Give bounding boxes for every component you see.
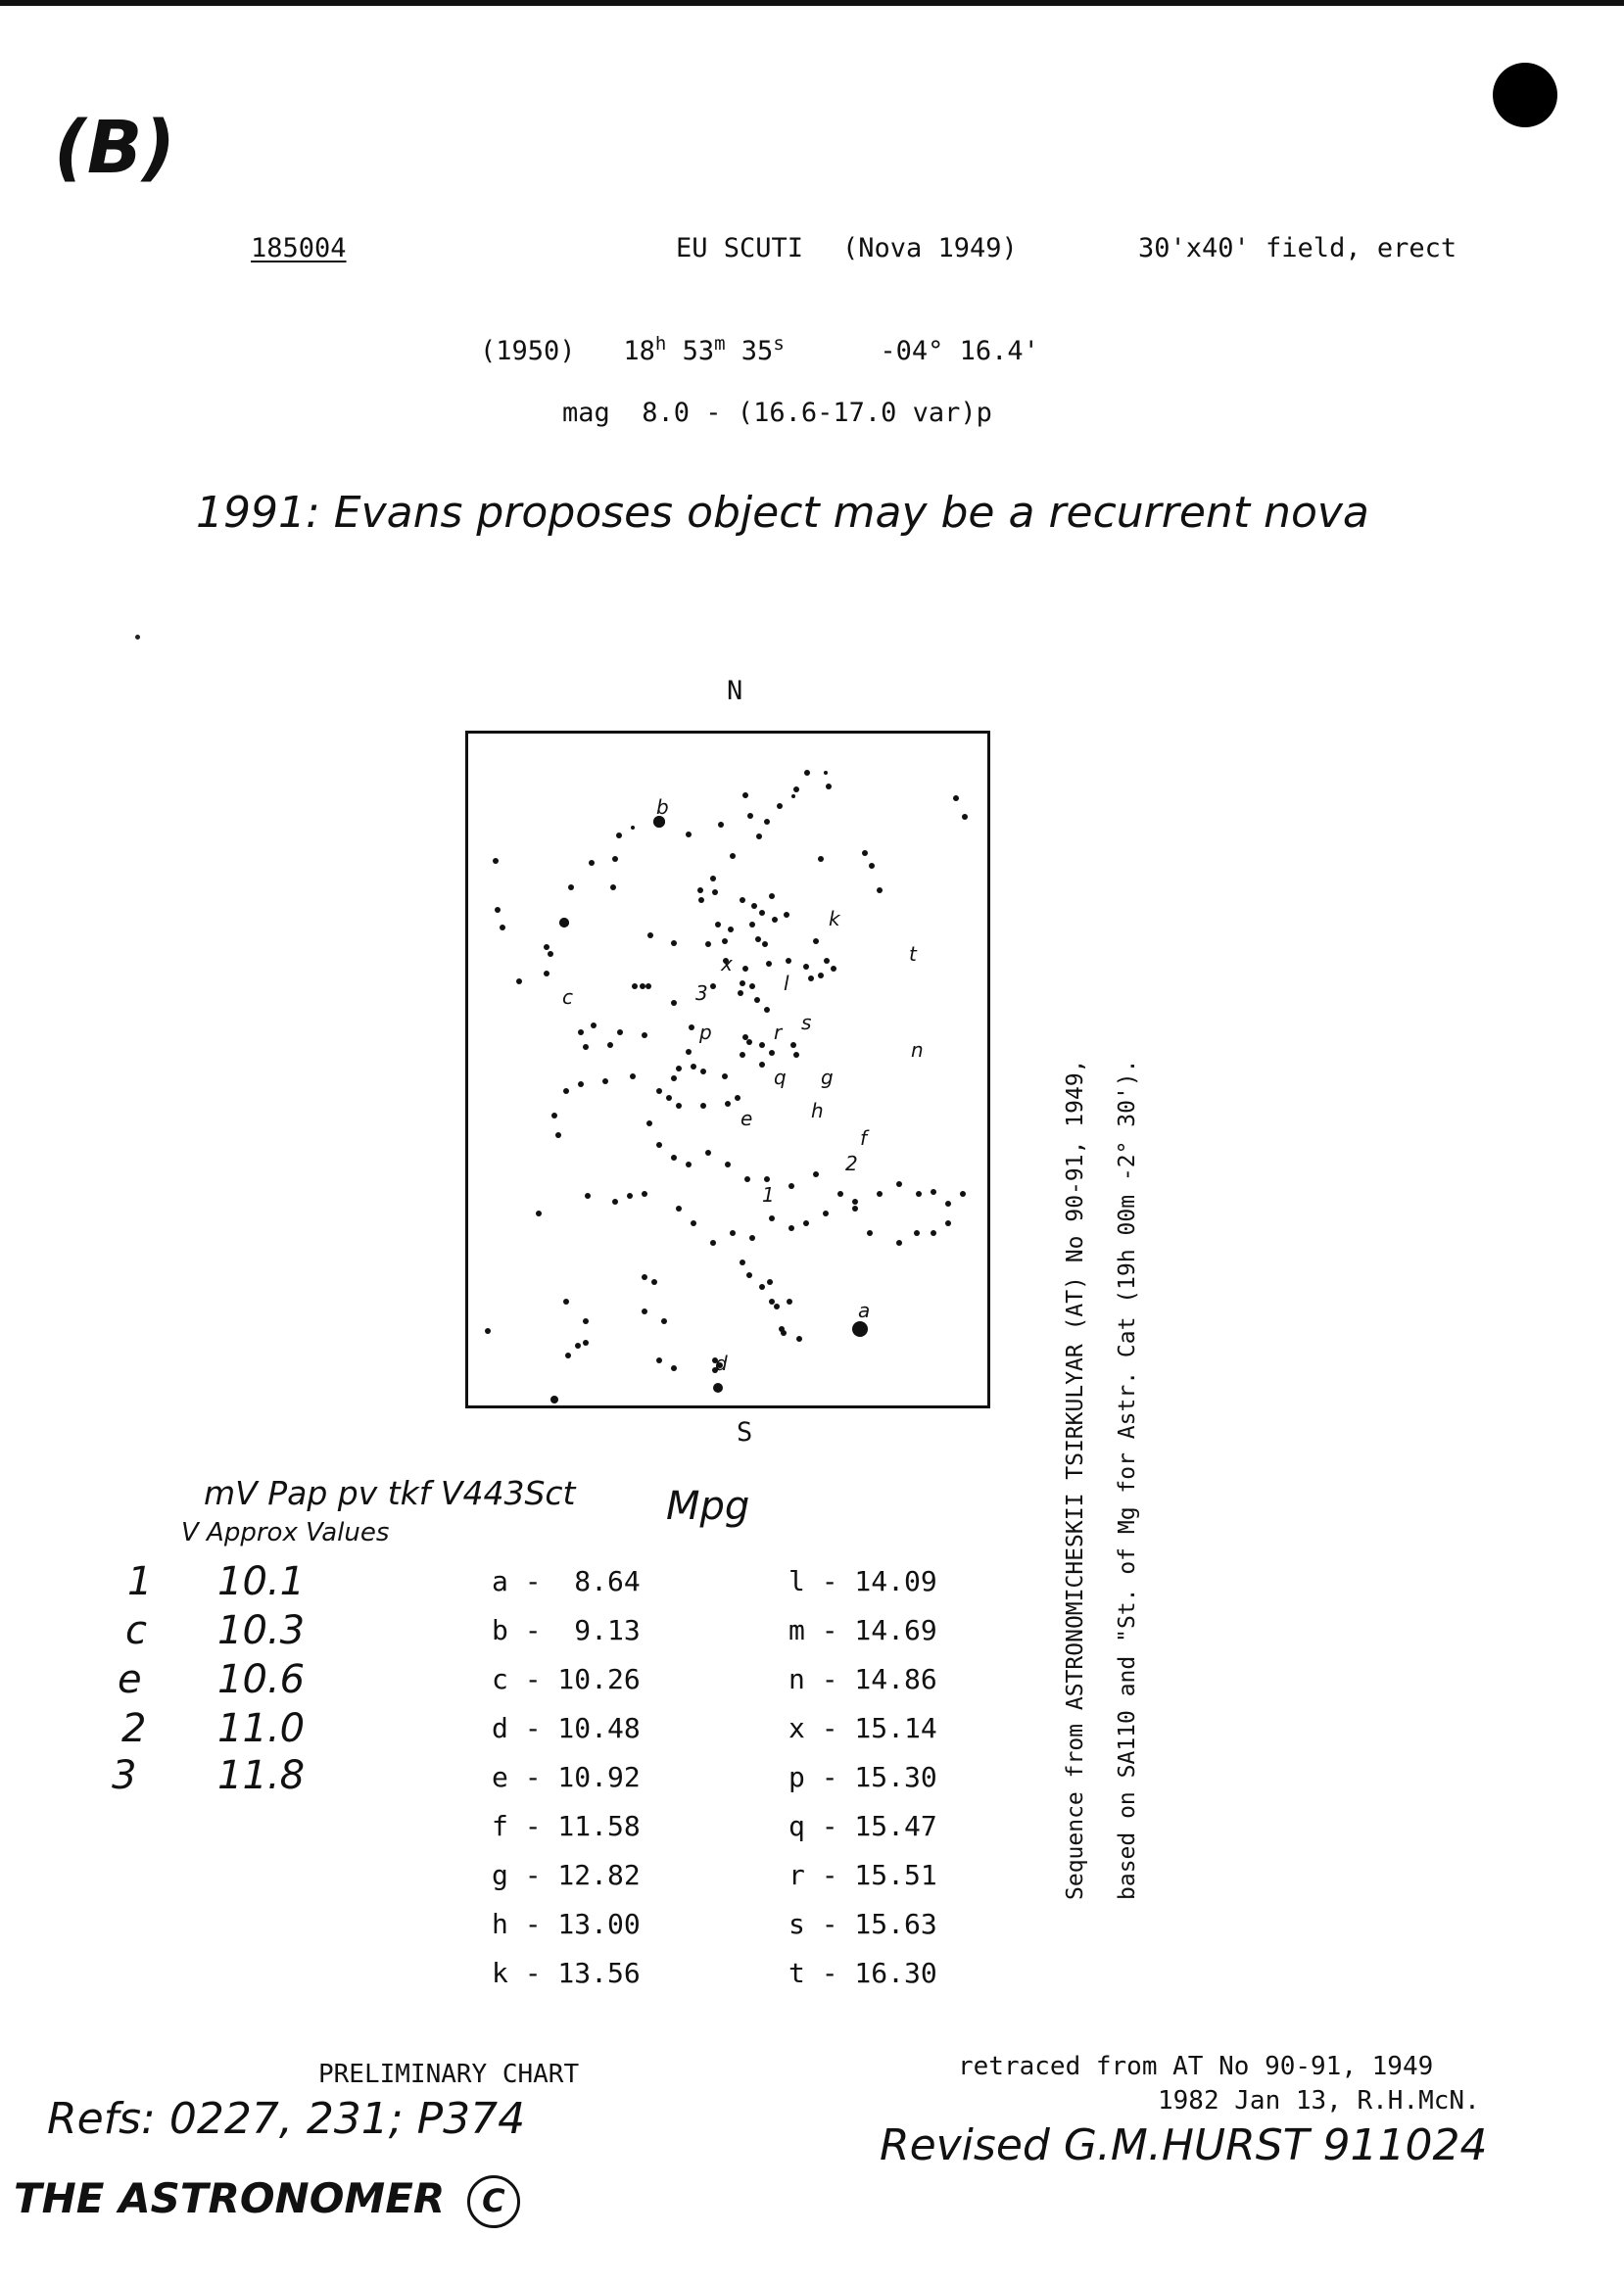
- star-dot: [793, 786, 799, 792]
- comparison-star-value: 11.0: [217, 1706, 306, 1751]
- star-dot: [813, 1171, 819, 1177]
- star-dot: [837, 1191, 843, 1197]
- star-dot: [647, 932, 653, 938]
- star-dot: [931, 1230, 936, 1236]
- copyright-mark: C: [467, 2175, 520, 2228]
- star-dot: [575, 1343, 581, 1349]
- star-dot: [788, 1225, 794, 1231]
- sequence-entry: x - 15.14: [788, 1712, 937, 1744]
- star-dot: [559, 918, 569, 927]
- sequence-entry: h - 13.00: [492, 1908, 641, 1940]
- star-dot: [583, 1340, 589, 1346]
- comparison-subheader: V Approx Values: [181, 1518, 390, 1547]
- star-dot: [713, 1383, 723, 1393]
- star-dot: [550, 1396, 558, 1403]
- comparison-star-value: 10.3: [217, 1608, 306, 1653]
- star-dot: [762, 941, 768, 947]
- star-label-d: d: [715, 1352, 728, 1375]
- star-dot: [661, 1318, 667, 1324]
- publication-name: [14, 2174, 520, 2228]
- star-dot: [645, 983, 651, 989]
- star-dot: [485, 1328, 491, 1334]
- star-dot: [516, 978, 522, 984]
- star-dot: [867, 1230, 873, 1236]
- star-dot: [710, 1240, 716, 1246]
- star-dot: [862, 850, 868, 856]
- sequence-entry: c - 10.26: [492, 1663, 641, 1695]
- star-label-f: f: [860, 1126, 868, 1150]
- star-dot: [962, 814, 968, 820]
- star-dot: [813, 938, 819, 944]
- star-dot: [728, 927, 734, 932]
- star-dot: [742, 966, 748, 972]
- star-label-p: p: [699, 1021, 712, 1044]
- star-dot: [730, 1230, 736, 1236]
- star-dot: [742, 792, 748, 798]
- star-dot: [824, 958, 830, 964]
- star-dot: [585, 1193, 591, 1199]
- star-dot: [642, 1191, 647, 1197]
- star-dot: [759, 1062, 765, 1068]
- star-dot: [746, 1272, 752, 1278]
- star-dot: [804, 770, 810, 776]
- sequence-entry: n - 14.86: [788, 1663, 937, 1695]
- star-dot: [627, 1193, 633, 1199]
- sequence-entry: m - 14.69: [788, 1614, 937, 1646]
- star-dot: [786, 958, 791, 964]
- star-label-e: e: [740, 1107, 753, 1130]
- star-dot: [877, 1191, 883, 1197]
- star-dot: [759, 910, 765, 916]
- star-dot: [730, 853, 736, 859]
- date-and-initials: 1982 Jan 13, R.H.McN.: [1158, 2086, 1480, 2116]
- star-dot: [791, 794, 795, 798]
- star-dot: [610, 884, 616, 890]
- star-dot: [563, 1299, 569, 1305]
- sequence-entry: s - 15.63: [788, 1908, 937, 1940]
- star-dot: [616, 832, 622, 838]
- star-dot: [651, 1279, 657, 1285]
- comparison-star-value: 10.6: [217, 1657, 306, 1702]
- star-dot: [656, 1088, 662, 1094]
- star-dot: [740, 1052, 745, 1058]
- star-dot: [960, 1191, 966, 1197]
- comparison-header: mV Pap pv tkf V443Sct: [204, 1474, 576, 1512]
- sequence-entry: a - 8.64: [492, 1565, 641, 1597]
- star-dot: [500, 925, 505, 930]
- nova-year: (Nova 1949): [842, 233, 1018, 263]
- star-dot: [568, 884, 574, 890]
- star-dot: [755, 936, 761, 942]
- star-dot: [769, 1215, 775, 1221]
- star-dot: [676, 1103, 682, 1109]
- star-dot: [759, 1042, 765, 1048]
- star-dot: [612, 856, 618, 862]
- star-dot: [676, 1066, 682, 1071]
- star-dot: [630, 1073, 636, 1079]
- field-size: 30'x40' field, erect: [1138, 233, 1457, 263]
- star-dot: [826, 784, 832, 789]
- star-dot: [896, 1181, 902, 1187]
- star-dot: [945, 1201, 951, 1207]
- star-dot: [796, 1336, 802, 1342]
- star-dot: [818, 856, 824, 862]
- star-dot: [583, 1044, 589, 1050]
- star-dot: [563, 1088, 569, 1094]
- south-label: S: [737, 1417, 753, 1448]
- star-dot: [744, 1176, 750, 1182]
- star-label-3: 3: [695, 981, 708, 1005]
- references: Refs: 0227, 231; P374: [47, 2094, 526, 2144]
- stray-mark: [135, 635, 140, 640]
- star-dot: [565, 1353, 571, 1358]
- star-dot: [715, 922, 721, 927]
- star-label-k: k: [829, 907, 840, 930]
- star-dot: [578, 1081, 584, 1087]
- star-field: [468, 734, 987, 1405]
- sequence-entry: l - 14.09: [788, 1565, 937, 1597]
- star-dot: [788, 1183, 794, 1189]
- star-dot: [747, 813, 753, 819]
- star-dot: [676, 1206, 682, 1212]
- star-dot: [602, 1078, 608, 1084]
- star-dot: [852, 1206, 858, 1212]
- star-dot: [656, 1142, 662, 1148]
- star-dot: [790, 1042, 796, 1048]
- comparison-star-id: 3: [112, 1753, 137, 1798]
- star-label-t: t: [909, 942, 917, 966]
- star-dot: [751, 903, 757, 909]
- star-label-x: x: [721, 952, 733, 975]
- star-dot: [607, 1042, 613, 1048]
- star-dot: [671, 1365, 677, 1371]
- star-dot: [749, 983, 755, 989]
- sequence-entry: q - 15.47: [788, 1810, 937, 1842]
- star-dot: [705, 941, 711, 947]
- star-dot: [617, 1029, 623, 1035]
- star-dot: [689, 1024, 694, 1030]
- star-dot: [589, 860, 595, 866]
- sequence-entry: g - 12.82: [492, 1859, 641, 1891]
- star-dot: [945, 1220, 951, 1226]
- north-label: N: [727, 676, 743, 706]
- star-dot: [953, 795, 959, 801]
- star-dot: [642, 1274, 647, 1280]
- magnitude-range: mag 8.0 - (16.6-17.0 var)p: [562, 398, 992, 428]
- star-dot: [781, 1330, 787, 1336]
- star-dot: [493, 858, 499, 864]
- star-dot: [686, 1162, 692, 1167]
- star-dot: [784, 912, 789, 918]
- star-dot: [818, 973, 824, 978]
- preliminary-chart: PRELIMINARY CHART: [318, 2060, 580, 2089]
- star-dot: [631, 826, 635, 830]
- star-dot: [632, 983, 638, 989]
- star-dot: [691, 1220, 696, 1226]
- star-dot: [671, 940, 677, 946]
- declination: -04° 16.4': [880, 336, 1039, 366]
- star-dot: [671, 1000, 677, 1006]
- sequence-entry: r - 15.51: [788, 1859, 937, 1891]
- star-dot: [612, 1199, 618, 1205]
- star-dot: [578, 1029, 584, 1035]
- star-dot: [555, 1132, 561, 1138]
- star-dot: [671, 1075, 677, 1081]
- star-dot: [495, 907, 501, 913]
- star-dot: [700, 1069, 706, 1074]
- star-dot: [642, 1308, 647, 1314]
- star-dot: [793, 1052, 799, 1058]
- publication-title: THE ASTRONOMER: [14, 2174, 446, 2222]
- star-dot: [823, 1211, 829, 1216]
- star-dot: [691, 1064, 696, 1070]
- star-dot: [774, 1304, 780, 1309]
- comparison-star-value: 11.8: [217, 1753, 306, 1798]
- star-label-r: r: [774, 1021, 783, 1044]
- star-dot: [767, 1279, 773, 1285]
- star-dot: [735, 1095, 740, 1101]
- star-dot: [808, 975, 814, 981]
- sequence-entry: p - 15.30: [788, 1761, 937, 1793]
- star-dot: [646, 1120, 652, 1126]
- star-dot: [551, 1113, 557, 1118]
- sequence-entry: e - 10.92: [492, 1761, 641, 1793]
- comparison-star-id: e: [118, 1657, 142, 1702]
- star-dot: [803, 1220, 809, 1226]
- star-dot: [591, 1023, 597, 1028]
- star-dot: [772, 917, 778, 923]
- sequence-entry: t - 16.30: [788, 1957, 937, 1989]
- star-label-g: g: [821, 1066, 834, 1089]
- star-dot: [831, 966, 836, 972]
- star-name: EU SCUTI: [676, 233, 804, 263]
- star-dot: [769, 1299, 775, 1305]
- star-dot: [710, 983, 716, 989]
- star-dot: [544, 944, 549, 950]
- star-dot: [536, 1211, 542, 1216]
- star-label-2: 2: [845, 1152, 858, 1175]
- retraced-note: retraced from AT No 90-91, 1949: [958, 2052, 1434, 2081]
- star-label-c: c: [562, 985, 573, 1009]
- star-dot: [722, 1073, 728, 1079]
- star-dot: [712, 889, 718, 895]
- star-dot: [740, 980, 745, 986]
- star-label-s: s: [801, 1011, 812, 1034]
- star-dot: [877, 887, 883, 893]
- chart-id-text: 185004: [251, 233, 347, 263]
- section-label: (B): [54, 106, 176, 190]
- star-label-n: n: [911, 1038, 924, 1062]
- comparison-star-id: c: [125, 1608, 147, 1653]
- star-dot: [740, 897, 745, 903]
- star-dot: [705, 1150, 711, 1156]
- chart-id: [251, 233, 347, 263]
- star-dot: [725, 1101, 731, 1107]
- star-dot: [931, 1189, 936, 1195]
- star-dot: [686, 1049, 692, 1055]
- star-dot: [718, 822, 724, 828]
- star-dot: [666, 1095, 672, 1101]
- star-dot: [852, 1321, 868, 1337]
- star-dot: [640, 983, 645, 989]
- star-label-h: h: [811, 1099, 824, 1122]
- star-dot: [746, 1039, 752, 1045]
- sequence-entry: f - 11.58: [492, 1810, 641, 1842]
- star-dot: [764, 819, 770, 825]
- star-label-q: q: [774, 1066, 787, 1089]
- comparison-star-id: 2: [121, 1706, 147, 1751]
- star-dot: [700, 1103, 706, 1109]
- star-dot: [777, 803, 783, 809]
- star-dot: [710, 876, 716, 881]
- handwritten-note: 1991: Evans proposes object may be a recurrent nova: [196, 488, 1369, 538]
- star-dot: [544, 971, 549, 976]
- star-dot: [671, 1155, 677, 1161]
- punch-hole: [1493, 63, 1557, 127]
- source-note-line1: Sequence from ASTRONOMICHESKII TSIRKULYAR (AT) No 90-91, 1949,: [1063, 1059, 1088, 1900]
- star-dot: [697, 887, 703, 893]
- star-dot: [787, 1299, 792, 1305]
- ra-minutes: 53: [682, 336, 715, 366]
- sequence-entry: b - 9.13: [492, 1614, 641, 1646]
- star-dot: [656, 1357, 662, 1363]
- star-dot: [756, 833, 762, 839]
- mpg-header: Mpg: [666, 1484, 750, 1529]
- star-dot: [740, 1260, 745, 1265]
- star-dot: [769, 1050, 775, 1056]
- ra-seconds: 35: [740, 336, 774, 366]
- star-label-1: 1: [762, 1183, 775, 1207]
- sequence-entry: d - 10.48: [492, 1712, 641, 1744]
- epoch: (1950): [480, 336, 576, 366]
- star-dot: [914, 1230, 920, 1236]
- star-dot: [764, 1007, 770, 1013]
- star-dot: [725, 1162, 731, 1167]
- coordinates-line: (1950) 18$^h$ 53$^m$ 35$^s$ -04° 16.4': [480, 333, 1039, 366]
- star-dot: [824, 771, 828, 775]
- star-dot: [759, 1284, 765, 1290]
- star-dot: [764, 1176, 770, 1182]
- comparison-star-value: 10.1: [217, 1559, 306, 1604]
- star-dot: [769, 893, 775, 899]
- star-dot: [738, 990, 743, 996]
- comparison-star-id: 1: [127, 1559, 153, 1604]
- star-dot: [749, 1235, 755, 1241]
- star-dot: [548, 951, 553, 957]
- sequence-entry: k - 13.56: [492, 1957, 641, 1989]
- revised-note: Revised G.M.HURST 911024: [880, 2120, 1488, 2170]
- star-label-a: a: [858, 1299, 871, 1322]
- scan-top-edge: [0, 0, 1624, 6]
- ra-hours: 18: [623, 336, 655, 366]
- star-label-l: l: [784, 972, 789, 995]
- star-dot: [583, 1318, 589, 1324]
- star-dot: [742, 1034, 748, 1040]
- star-dot: [916, 1191, 922, 1197]
- star-dot: [749, 922, 755, 927]
- star-dot: [896, 1240, 902, 1246]
- star-label-b: b: [656, 795, 669, 819]
- star-dot: [686, 832, 692, 837]
- star-dot: [754, 997, 760, 1003]
- star-dot: [722, 938, 728, 944]
- star-dot: [766, 961, 772, 967]
- star-dot: [642, 1032, 647, 1038]
- star-dot: [698, 897, 704, 903]
- star-dot: [803, 964, 809, 970]
- finder-chart: [465, 731, 990, 1408]
- source-note-line2: based on SA110 and "St. of Mg for Astr. Cat (19h 00m -2° 30').: [1115, 1059, 1140, 1900]
- star-dot: [852, 1199, 858, 1205]
- star-dot: [869, 863, 875, 869]
